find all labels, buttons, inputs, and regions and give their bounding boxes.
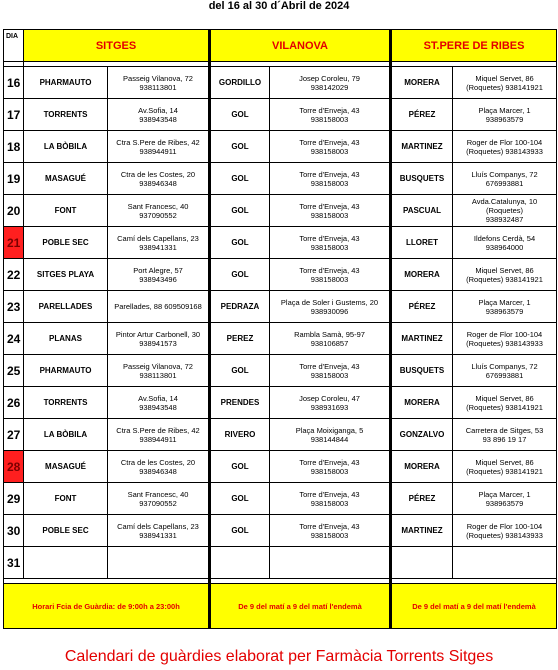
ribes-pharmacy-address: Miquel Servet, 86 (Roquetes) 938141921 [453,387,557,419]
vilanova-pharmacy-name: PEREZ [210,323,270,355]
ribes-pharmacy-name: MORERA [391,67,453,99]
vilanova-pharmacy-address: Josep Coroleu, 47 938931693 [270,387,391,419]
day-row [4,67,557,99]
vilanova-pharmacy-name: GOL [210,451,270,483]
ribes-pharmacy-name: MORERA [391,451,453,483]
day-row [4,291,557,323]
day-row [4,419,557,451]
sitges-pharmacy-address: Camí dels Capellans, 23 938941331 [108,227,210,259]
day-number: 20 [4,195,24,227]
vilanova-pharmacy-address: Torre d'Enveja, 43 938158003 [270,99,391,131]
day-number: 21 [4,227,24,259]
ribes-pharmacy-name: MARTINEZ [391,515,453,547]
ribes-pharmacy-name: MORERA [391,387,453,419]
vilanova-pharmacy-name: GOL [210,131,270,163]
duty-calendar-table [3,29,557,629]
st-pere-de-ribes-header: ST.PERE DE RIBES [391,30,557,62]
ribes-pharmacy-address: Carretera de Sitges, 53 93 896 19 17 [453,419,557,451]
ribes-pharmacy-address: Lluís Companys, 72 676993881 [453,163,557,195]
sitges-pharmacy-name: POBLE SEC [24,227,108,259]
ribes-pharmacy-name: PÉREZ [391,99,453,131]
sitges-pharmacy-name: TORRENTS [24,99,108,131]
vilanova-pharmacy-name [210,547,270,579]
day-number: 18 [4,131,24,163]
day-row [4,163,557,195]
day-row [4,355,557,387]
vilanova-pharmacy-name: GOL [210,259,270,291]
day-row [4,451,557,483]
sitges-header: SITGES [24,30,210,62]
vilanova-pharmacy-name: GOL [210,515,270,547]
ribes-pharmacy-address: Roger de Flor 100-104 (Roquetes) 938143933 [453,131,557,163]
sitges-pharmacy-name: PARELLADES [24,291,108,323]
sitges-pharmacy-address: Ctra S.Pere de Ribes, 42 938944911 [108,419,210,451]
sitges-pharmacy-name [24,547,108,579]
sitges-pharmacy-name: POBLE SEC [24,515,108,547]
day-number: 29 [4,483,24,515]
vilanova-pharmacy-address: Josep Coroleu, 79 938142029 [270,67,391,99]
credit-line: Calendari de guàrdies elaborat per Farmàcia Torrents Sitges [64,648,494,665]
sitges-pharmacy-name: PLANAS [24,323,108,355]
vilanova-pharmacy-name: GORDILLO [210,67,270,99]
vilanova-pharmacy-name: GOL [210,483,270,515]
vilanova-pharmacy-address: Torre d'Enveja, 43 938158003 [270,227,391,259]
ribes-pharmacy-address: Roger de Flor 100-104 (Roquetes) 938143933 [453,323,557,355]
sitges-pharmacy-address: Sant Francesc, 40 937090552 [108,195,210,227]
sitges-pharmacy-name: LA BÒBILA [24,131,108,163]
day-number: 22 [4,259,24,291]
ribes-pharmacy-address: Ildefons Cerdà, 54 938964000 [453,227,557,259]
day-row [4,259,557,291]
day-row [4,131,557,163]
dia-header: DIA [4,30,24,62]
sitges-pharmacy-address: Port Alegre, 57 938943496 [108,259,210,291]
ribes-hours-note: De 9 del matí a 9 del matí l'endemà [391,584,557,629]
day-number: 26 [4,387,24,419]
sitges-pharmacy-address: Av.Sofia, 14 938943548 [108,99,210,131]
sitges-pharmacy-address: Pintor Artur Carbonell, 30 938941573 [108,323,210,355]
ribes-pharmacy-address: Plaça Marcer, 1 938963579 [453,483,557,515]
vilanova-pharmacy-address: Torre d'Enveja, 43 938158003 [270,131,391,163]
header-row [4,30,557,62]
vilanova-pharmacy-address: Torre d'Enveja, 43 938158003 [270,259,391,291]
day-row [4,227,557,259]
sitges-pharmacy-name: FONT [24,483,108,515]
ribes-pharmacy-name: GONZALVO [391,419,453,451]
sitges-pharmacy-name: LA BÒBILA [24,419,108,451]
sitges-pharmacy-address: Passeig Vilanova, 72 938113801 [108,67,210,99]
ribes-pharmacy-name: MARTINEZ [391,131,453,163]
day-row [4,323,557,355]
ribes-pharmacy-name: MORERA [391,259,453,291]
day-row [4,547,557,579]
ribes-pharmacy-name: PASCUAL [391,195,453,227]
vilanova-pharmacy-name: GOL [210,99,270,131]
sitges-pharmacy-address: Av.Sofia, 14 938943548 [108,387,210,419]
ribes-pharmacy-name: BUSQUETS [391,163,453,195]
ribes-pharmacy-address: Miquel Servet, 86 (Roquetes) 938141921 [453,67,557,99]
sitges-pharmacy-name: PHARMAUTO [24,67,108,99]
sitges-hours-note: Horari Fcia de Guàrdia: de 9:00h a 23:00h [4,584,210,629]
vilanova-pharmacy-address: Torre d'Enveja, 43 938158003 [270,515,391,547]
vilanova-pharmacy-name: GOL [210,227,270,259]
vilanova-pharmacy-address: Torre d'Enveja, 43 938158003 [270,163,391,195]
vilanova-pharmacy-name: GOL [210,355,270,387]
vilanova-pharmacy-address: Torre d'Enveja, 43 938158003 [270,355,391,387]
sitges-pharmacy-address: Ctra S.Pere de Ribes, 42 938944911 [108,131,210,163]
sitges-pharmacy-name: PHARMAUTO [24,355,108,387]
ribes-pharmacy-name: MARTINEZ [391,323,453,355]
day-number: 23 [4,291,24,323]
ribes-pharmacy-address: Miquel Servet, 86 (Roquetes) 938141921 [453,451,557,483]
day-row [4,483,557,515]
vilanova-pharmacy-address: Plaça de Soler i Gustems, 20 938930096 [270,291,391,323]
ribes-pharmacy-name: BUSQUETS [391,355,453,387]
vilanova-pharmacy-address: Plaça Moixiganga, 5 938144844 [270,419,391,451]
ribes-pharmacy-name: PÉREZ [391,291,453,323]
day-number: 28 [4,451,24,483]
day-number: 19 [4,163,24,195]
sitges-pharmacy-address: Passeig Vilanova, 72 938113801 [108,355,210,387]
day-number: 25 [4,355,24,387]
vilanova-pharmacy-address: Torre d'Enveja, 43 938158003 [270,483,391,515]
vilanova-pharmacy-address [270,547,391,579]
sitges-pharmacy-address: Ctra de les Costes, 20 938946348 [108,163,210,195]
day-number: 17 [4,99,24,131]
page-title: del 16 al 30 d´Abril de 2024 [208,0,350,12]
vilanova-pharmacy-name: GOL [210,163,270,195]
ribes-pharmacy-name: LLORET [391,227,453,259]
ribes-pharmacy-address: Lluís Companys, 72 676993881 [453,355,557,387]
day-number: 30 [4,515,24,547]
day-number: 27 [4,419,24,451]
day-row [4,195,557,227]
ribes-pharmacy-address: Plaça Marcer, 1 938963579 [453,291,557,323]
ribes-pharmacy-address: Avda.Catalunya, 10 (Roquetes) 938932487 [453,195,557,227]
vilanova-pharmacy-address: Torre d'Enveja, 43 938158003 [270,195,391,227]
vilanova-pharmacy-address: Rambla Samà, 95-97 938106857 [270,323,391,355]
day-row [4,515,557,547]
ribes-pharmacy-name: PÉREZ [391,483,453,515]
sitges-pharmacy-address [108,547,210,579]
sitges-pharmacy-address: Camí dels Capellans, 23 938941331 [108,515,210,547]
sitges-pharmacy-name: SITGES PLAYA [24,259,108,291]
day-number: 31 [4,547,24,579]
vilanova-pharmacy-name: GOL [210,195,270,227]
sitges-pharmacy-address: Parellades, 88 609509168 [108,291,210,323]
sitges-pharmacy-name: MASAGUÉ [24,163,108,195]
vilanova-header: VILANOVA [210,30,391,62]
ribes-pharmacy-name [391,547,453,579]
sitges-pharmacy-name: TORRENTS [24,387,108,419]
day-number: 24 [4,323,24,355]
footer-row [4,584,557,629]
day-row [4,99,557,131]
vilanova-pharmacy-name: RIVERO [210,419,270,451]
ribes-pharmacy-address [453,547,557,579]
vilanova-pharmacy-address: Torre d'Enveja, 43 938158003 [270,451,391,483]
ribes-pharmacy-address: Plaça Marcer, 1 938963579 [453,99,557,131]
ribes-pharmacy-address: Miquel Servet, 86 (Roquetes) 938141921 [453,259,557,291]
vilanova-hours-note: De 9 del matí a 9 del matí l'endemà [210,584,391,629]
sitges-pharmacy-address: Ctra de les Costes, 20 938946348 [108,451,210,483]
vilanova-pharmacy-name: PEDRAZA [210,291,270,323]
sitges-pharmacy-name: FONT [24,195,108,227]
day-number: 16 [4,67,24,99]
sitges-pharmacy-address: Sant Francesc, 40 937090552 [108,483,210,515]
ribes-pharmacy-address: Roger de Flor 100-104 (Roquetes) 938143933 [453,515,557,547]
sitges-pharmacy-name: MASAGUÉ [24,451,108,483]
vilanova-pharmacy-name: PRENDES [210,387,270,419]
day-row [4,387,557,419]
